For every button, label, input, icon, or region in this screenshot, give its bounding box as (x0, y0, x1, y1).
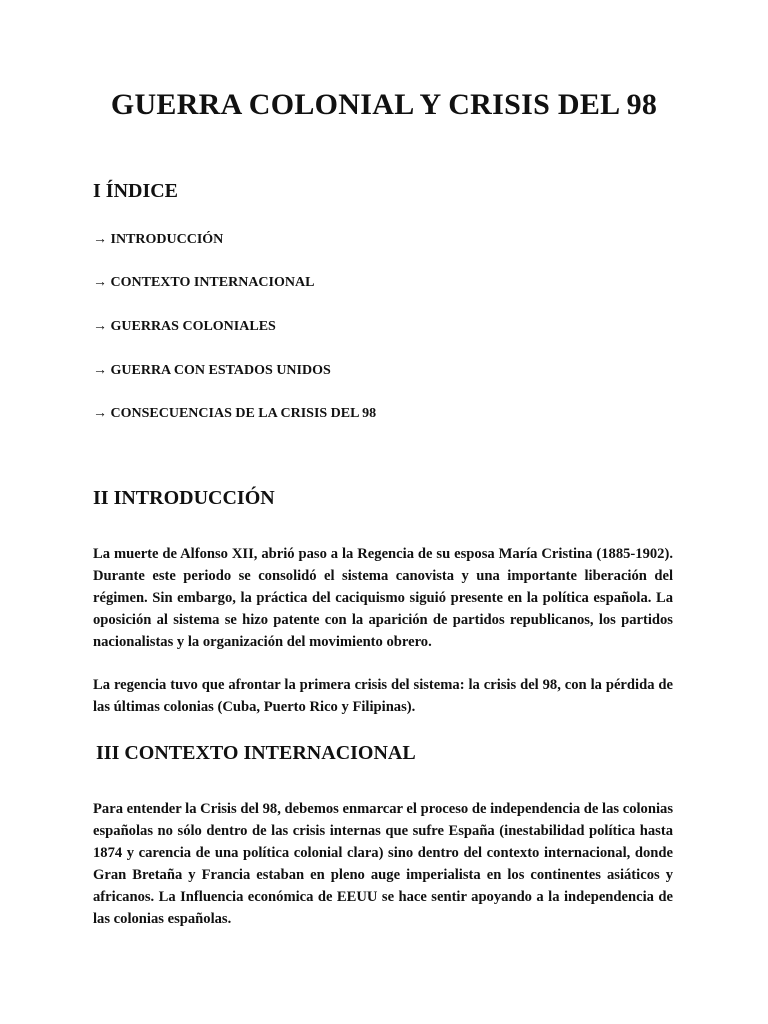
paragraph-contexto-1: Para entender la Crisis del 98, debemos enmarcar el proceso de independencia de las colonias españolas no sólo dentro de las crisis internas que sufre España (inestabilidad política hasta 1874 y carencia de una política colonial clara) sino dentro del contexto internacional, donde Gran Bretaña y Francia estaban en pleno auge imperialista en los continentes asiáticos y africanos. La Influencia económica de EEUU se hace sentir apoyando a la independencia de las colonias españolas. (93, 801, 673, 927)
paragraph-introduccion-1: La muerte de Alfonso XII, abrió paso a la Regencia de su esposa María Cristina (1885-1902). Durante este periodo se consolidó el sistema canovista y una importante liberación del régimen. Sin embargo, la práctica del caciquismo siguió presente en la política española. La oposición al sistema se hizo patente con la aparición de partidos republicanos, los partidos nacionalistas y la organización del movimiento obrero. (93, 546, 673, 650)
section-heading-contexto: III CONTEXTO INTERNACIONAL (96, 742, 416, 764)
paragraph-introduccion-2: La regencia tuvo que afrontar la primera crisis del sistema: la crisis del 98, con la pérdida de las últimas colonias (Cuba, Puerto Rico y Filipinas). (93, 677, 673, 715)
toc-item-guerra-estados-unidos: → GUERRA CON ESTADOS UNIDOS (93, 363, 331, 378)
toc-item-consecuencias: → CONSECUENCIAS DE LA CRISIS DEL 98 (93, 406, 377, 421)
section-heading-introduccion: II INTRODUCCIÓN (93, 487, 275, 509)
toc-item-introduccion: → INTRODUCCIÓN (93, 232, 224, 247)
page-title: GUERRA COLONIAL Y CRISIS DEL 98 (110, 88, 658, 121)
toc-item-contexto-internacional: → CONTEXTO INTERNACIONAL (93, 275, 315, 290)
toc-item-guerras-coloniales: → GUERRAS COLONIALES (93, 319, 276, 334)
section-heading-indice: I ÍNDICE (93, 180, 179, 202)
